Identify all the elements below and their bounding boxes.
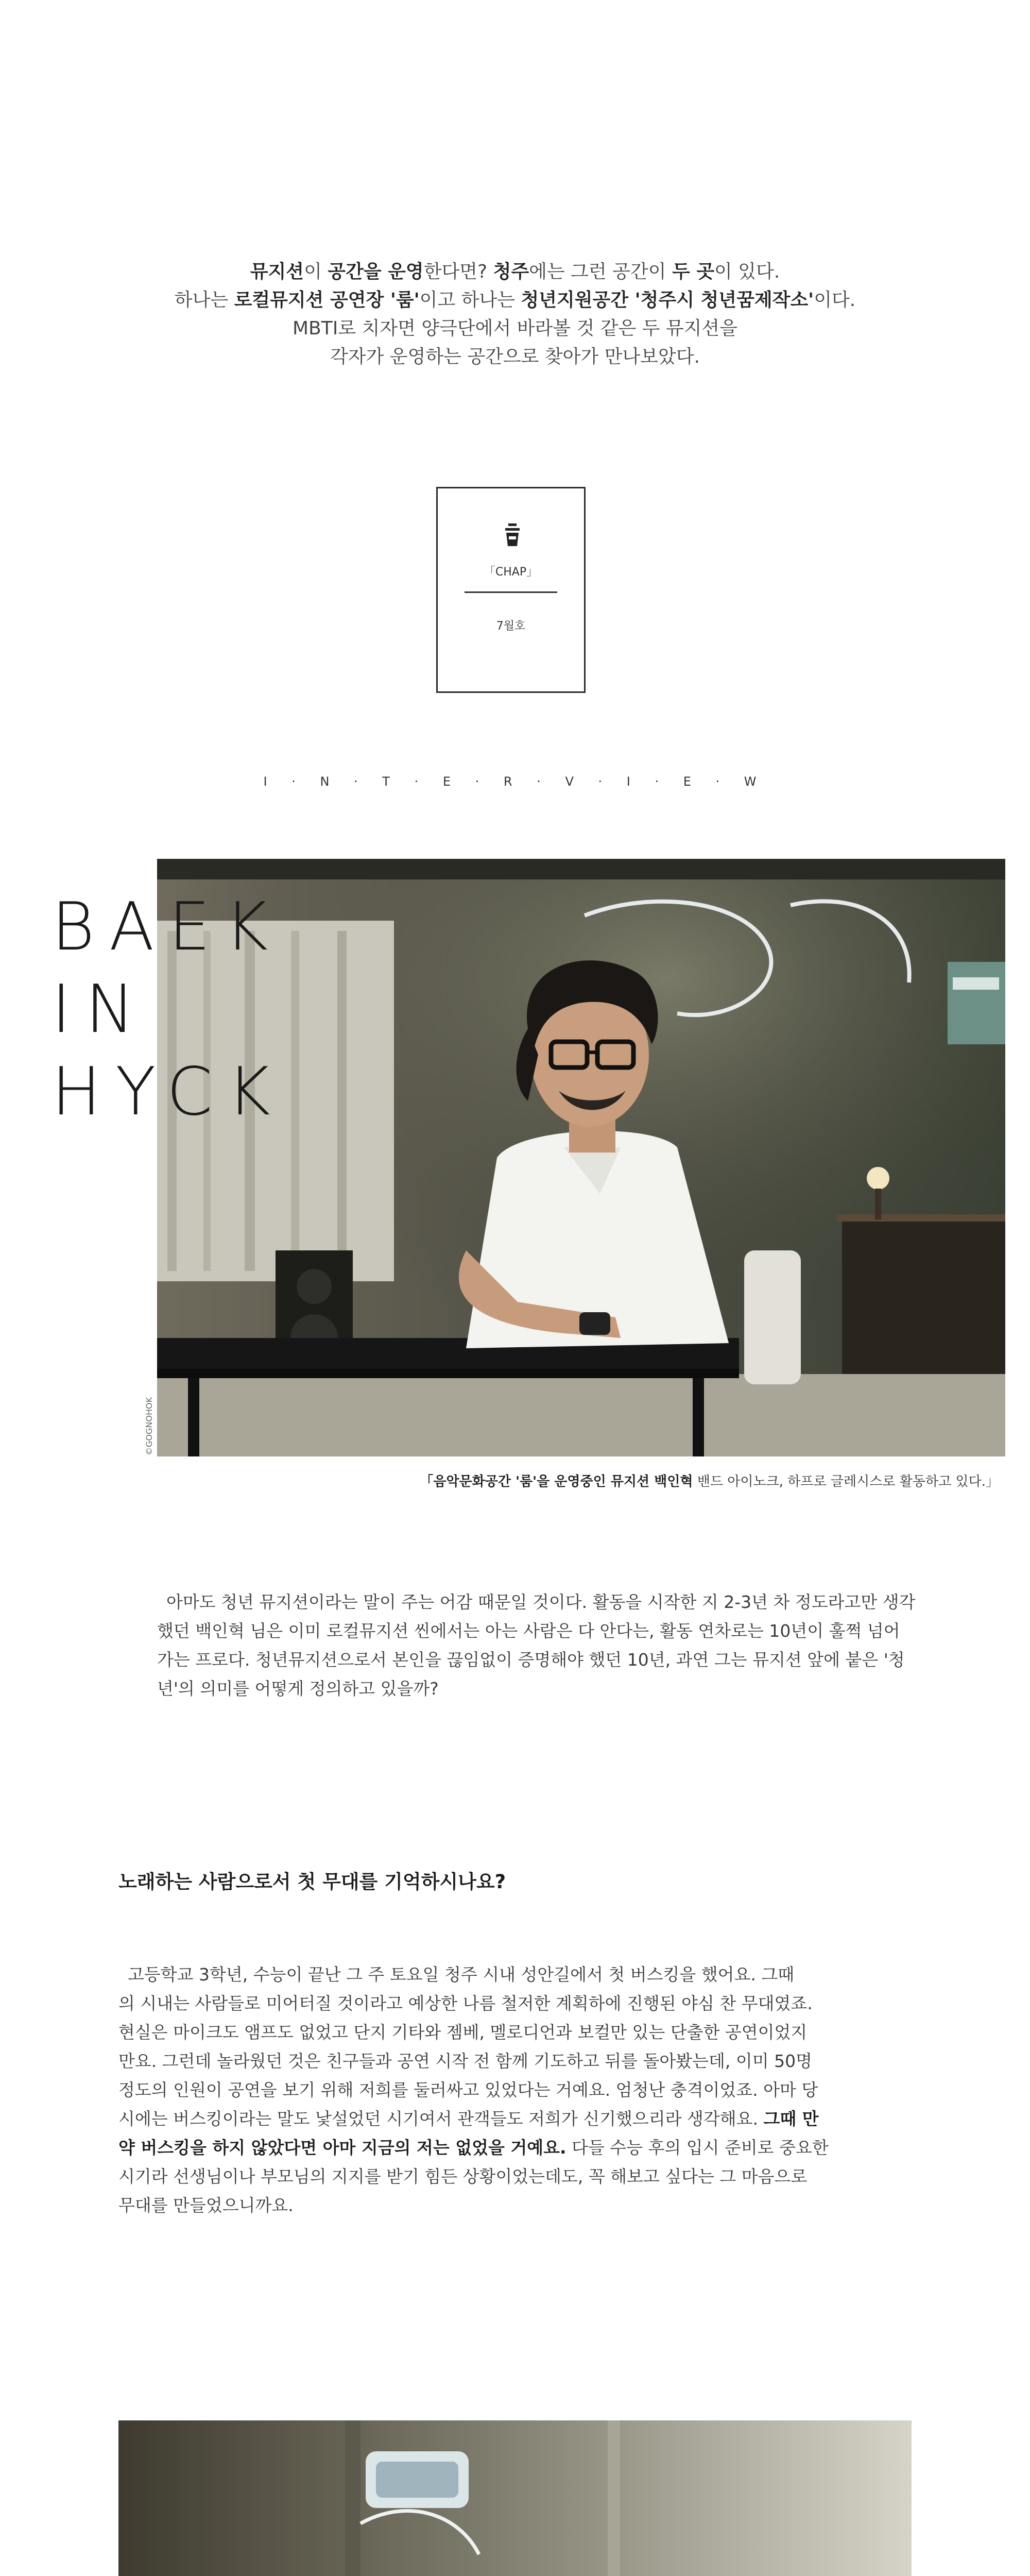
chap-issue: 7월호 xyxy=(496,620,526,633)
interviewee-name xyxy=(52,886,285,1133)
text-line: 했던 백인혁 님은 이미 로컬뮤지션 씬에서는 아는 사람은 다 안다는, 활동 연차로는 10년이 훌쩍 넘어 xyxy=(157,1621,900,1641)
text-line: 고등학교 3학년, 수능이 끝난 그 주 토요일 청주 시내 성안길에서 첫 버스킹을 했어요. 그때 xyxy=(128,1964,795,1985)
name-line-3: HYCK xyxy=(52,1054,285,1130)
text-line: 약 버스킹을 하지 않았다면 아마 지금의 저는 없었을 거예요. 다들 수능 후의 입시 준비로 중요한 xyxy=(118,2138,829,2158)
interview-label: I · N · T · E · R · V · I · E · W xyxy=(263,774,767,789)
cup-icon xyxy=(504,523,521,547)
text-line: 만요. 그런데 놀라웠던 것은 친구들과 공연 시작 전 함께 기도하고 뒤를 돌아봤는데, 이미 50명 xyxy=(118,2051,812,2071)
photo-musician-wide xyxy=(118,2420,912,2576)
intro-line-3: MBTI로 치자면 양극단에서 바라볼 것 같은 두 뮤지션을 xyxy=(293,318,737,339)
text-line: 시에는 버스킹이라는 말도 낯설었던 시기여서 관객들도 저희가 신기했으리라 생각해요. 그때 만 xyxy=(118,2109,819,2129)
text-line: 의 시내는 사람들로 미어터질 것이라고 예상한 나름 철저한 계획하에 진행된 야심 찬 무대였죠. xyxy=(118,1993,813,2013)
text-line: 가는 프로다. 청년뮤지션으로서 본인을 끊임없이 증명해야 했던 10년, 과연 그는 뮤지션 앞에 붙은 '청 xyxy=(157,1650,905,1670)
intro-line-2: 하나는 로컬뮤지션 공연장 '룸'이고 하나는 청년지원공간 '청주시 청년꿈제작소'이다. xyxy=(174,290,856,311)
text-line: 무대를 만들었으니까요. xyxy=(118,2195,294,2215)
photo-caption: 「음악문화공간 '룸'을 운영중인 뮤지션 백인혁 밴드 아이노크, 하프로 글레시스로 활동하고 있다.」 xyxy=(420,1474,999,1489)
chap-divider xyxy=(465,591,557,593)
chap-badge xyxy=(436,487,586,693)
intro-line-1: 뮤지션이 공간을 운영한다면? 청주에는 그런 공간이 두 곳이 있다. xyxy=(250,261,780,282)
text-line: 시기라 선생님이나 부모님의 지지를 받기 힘든 상황이었는데도, 꼭 해보고 싶다는 그 마음으로 xyxy=(118,2166,808,2187)
chap-name: 「CHAP」 xyxy=(484,566,538,579)
name-line-2: IN xyxy=(52,971,149,1048)
answer-1 xyxy=(118,1960,922,2220)
text-line: 현실은 마이크도 앰프도 없었고 단지 기타와 젬베, 멜로디언과 보컬만 있는 단출한 공연이었지 xyxy=(118,2022,808,2042)
intro xyxy=(0,258,1030,371)
text-line: 정도의 인원이 공연을 보기 위해 저희를 둘러싸고 있었다는 거예요. 엄청난 충격이었죠. 아마 당 xyxy=(118,2080,818,2100)
photo-credit-1: ©GOGNOHOK xyxy=(144,1397,154,1455)
question-1: 노래하는 사람으로서 첫 무대를 기억하시나요? xyxy=(118,1871,506,1893)
name-line-1: BAEK xyxy=(52,889,283,965)
text-line: 아마도 청년 뮤지션이라는 말이 주는 어감 때문일 것이다. 활동을 시작한 지 2-3년 차 정도라고만 생각 xyxy=(166,1592,916,1612)
intro-paragraph xyxy=(157,1588,1002,1703)
intro-line-4: 각자가 운영하는 공간으로 찾아가 만나보았다. xyxy=(330,346,700,367)
interview-photo-2 xyxy=(118,2420,912,2576)
text-line: 년'의 의미를 어떻게 정의하고 있을까? xyxy=(157,1679,439,1699)
